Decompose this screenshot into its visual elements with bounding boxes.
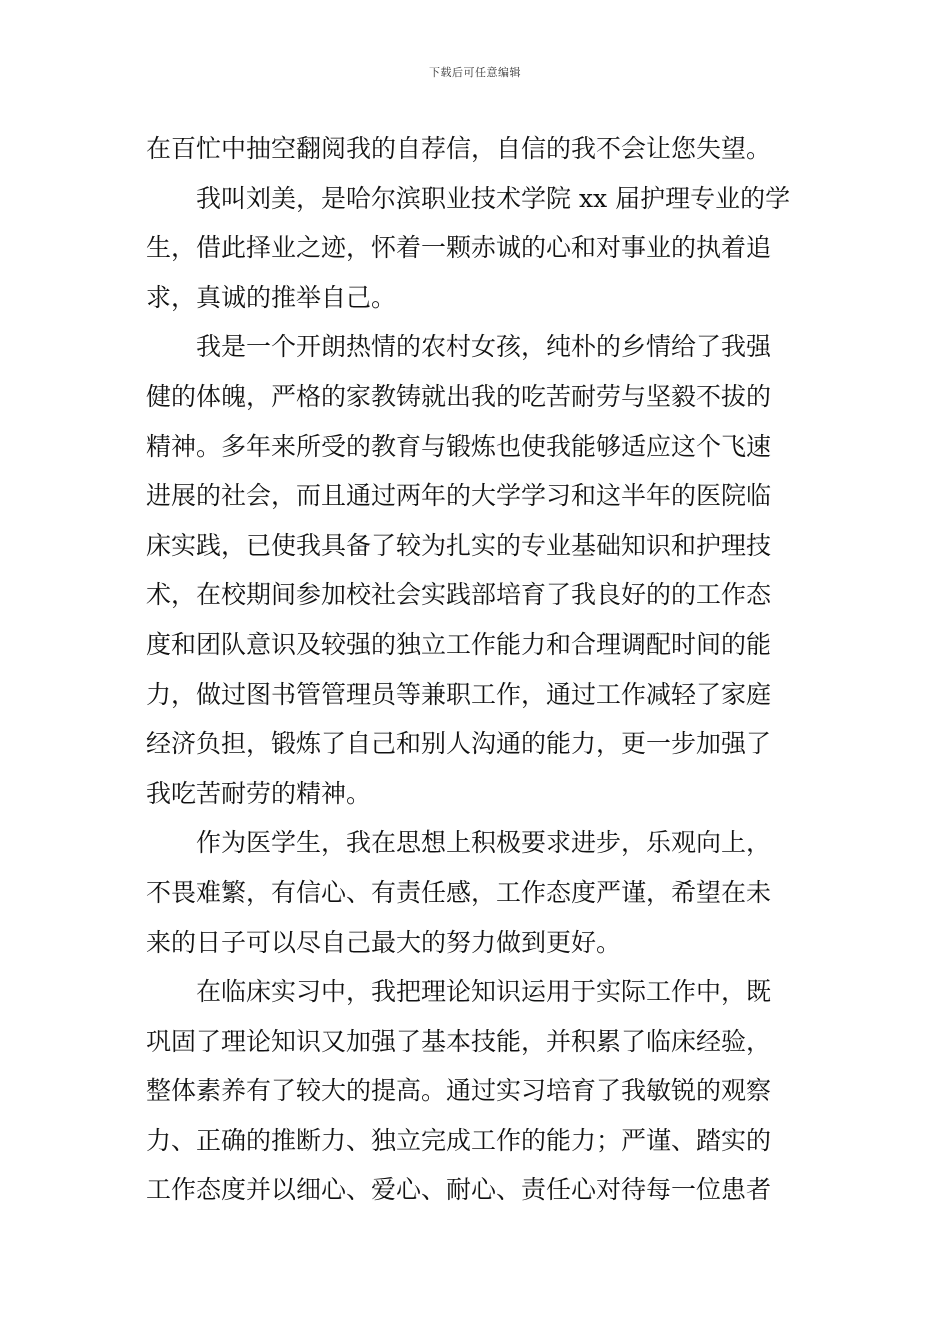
paragraph-first-line: 在临床实习中，我把理论知识运用于实际工作中，既 (196, 977, 772, 1007)
text-line: 我吃苦耐劳的精神。 (146, 778, 372, 808)
text-line: 健的体魄，严格的家教铸就出我的吃苦耐劳与坚毅不拔的 (146, 381, 772, 411)
paragraph-first-line: 我是一个开朗热情的农村女孩，纯朴的乡情给了我强 (196, 332, 772, 362)
text-line: 巩固了理论知识又加强了基本技能，并积累了临床经验， (146, 1026, 772, 1056)
text-line: 术，在校期间参加校社会实践部培育了我良好的的工作态 (146, 580, 772, 610)
text-line: 度和团队意识及较强的独立工作能力和合理调配时间的能 (146, 629, 772, 659)
text-line: 不畏难繁，有信心、有责任感，工作态度严谨，希望在未 (146, 877, 772, 907)
text-line: 经济负担，锻炼了自己和别人沟通的能力，更一步加强了 (146, 729, 772, 759)
text-line: 床实践，已使我具备了较为扎实的专业基础知识和护理技 (146, 530, 772, 560)
paragraph-first-line: 作为医学生，我在思想上积极要求进步，乐观向上， (196, 828, 772, 858)
text-line: 生，借此择业之迹，怀着一颗赤诚的心和对事业的执着追 (146, 233, 772, 263)
text-line: 来的日子可以尽自己最大的努力做到更好。 (146, 927, 622, 957)
text-line: 工作态度并以细心、爱心、耐心、责任心对待每一位患者 (146, 1175, 772, 1205)
page-header: 下载后可任意编辑 (429, 66, 521, 79)
text-line: 力，做过图书管管理员等兼职工作，通过工作减轻了家庭 (146, 679, 772, 709)
letter-body (146, 124, 808, 1215)
text-line: 力、正确的推断力、独立完成工作的能力；严谨、踏实的 (146, 1125, 772, 1155)
text-line: 整体素养有了较大的提高。通过实习培育了我敏锐的观察 (146, 1076, 772, 1106)
text-line: 进展的社会，而且通过两年的大学学习和这半年的医院临 (146, 481, 772, 511)
paragraph-first-line: 我叫刘美，是哈尔滨职业技术学院 xx 届护理专业的学 (196, 183, 791, 213)
text-line: 在百忙中抽空翻阅我的自荐信，自信的我不会让您失望。 (146, 134, 772, 163)
text-line: 精神。多年来所受的教育与锻炼也使我能够适应这个飞速 (146, 431, 772, 461)
text-line: 求，真诚的推举自己。 (146, 282, 397, 312)
